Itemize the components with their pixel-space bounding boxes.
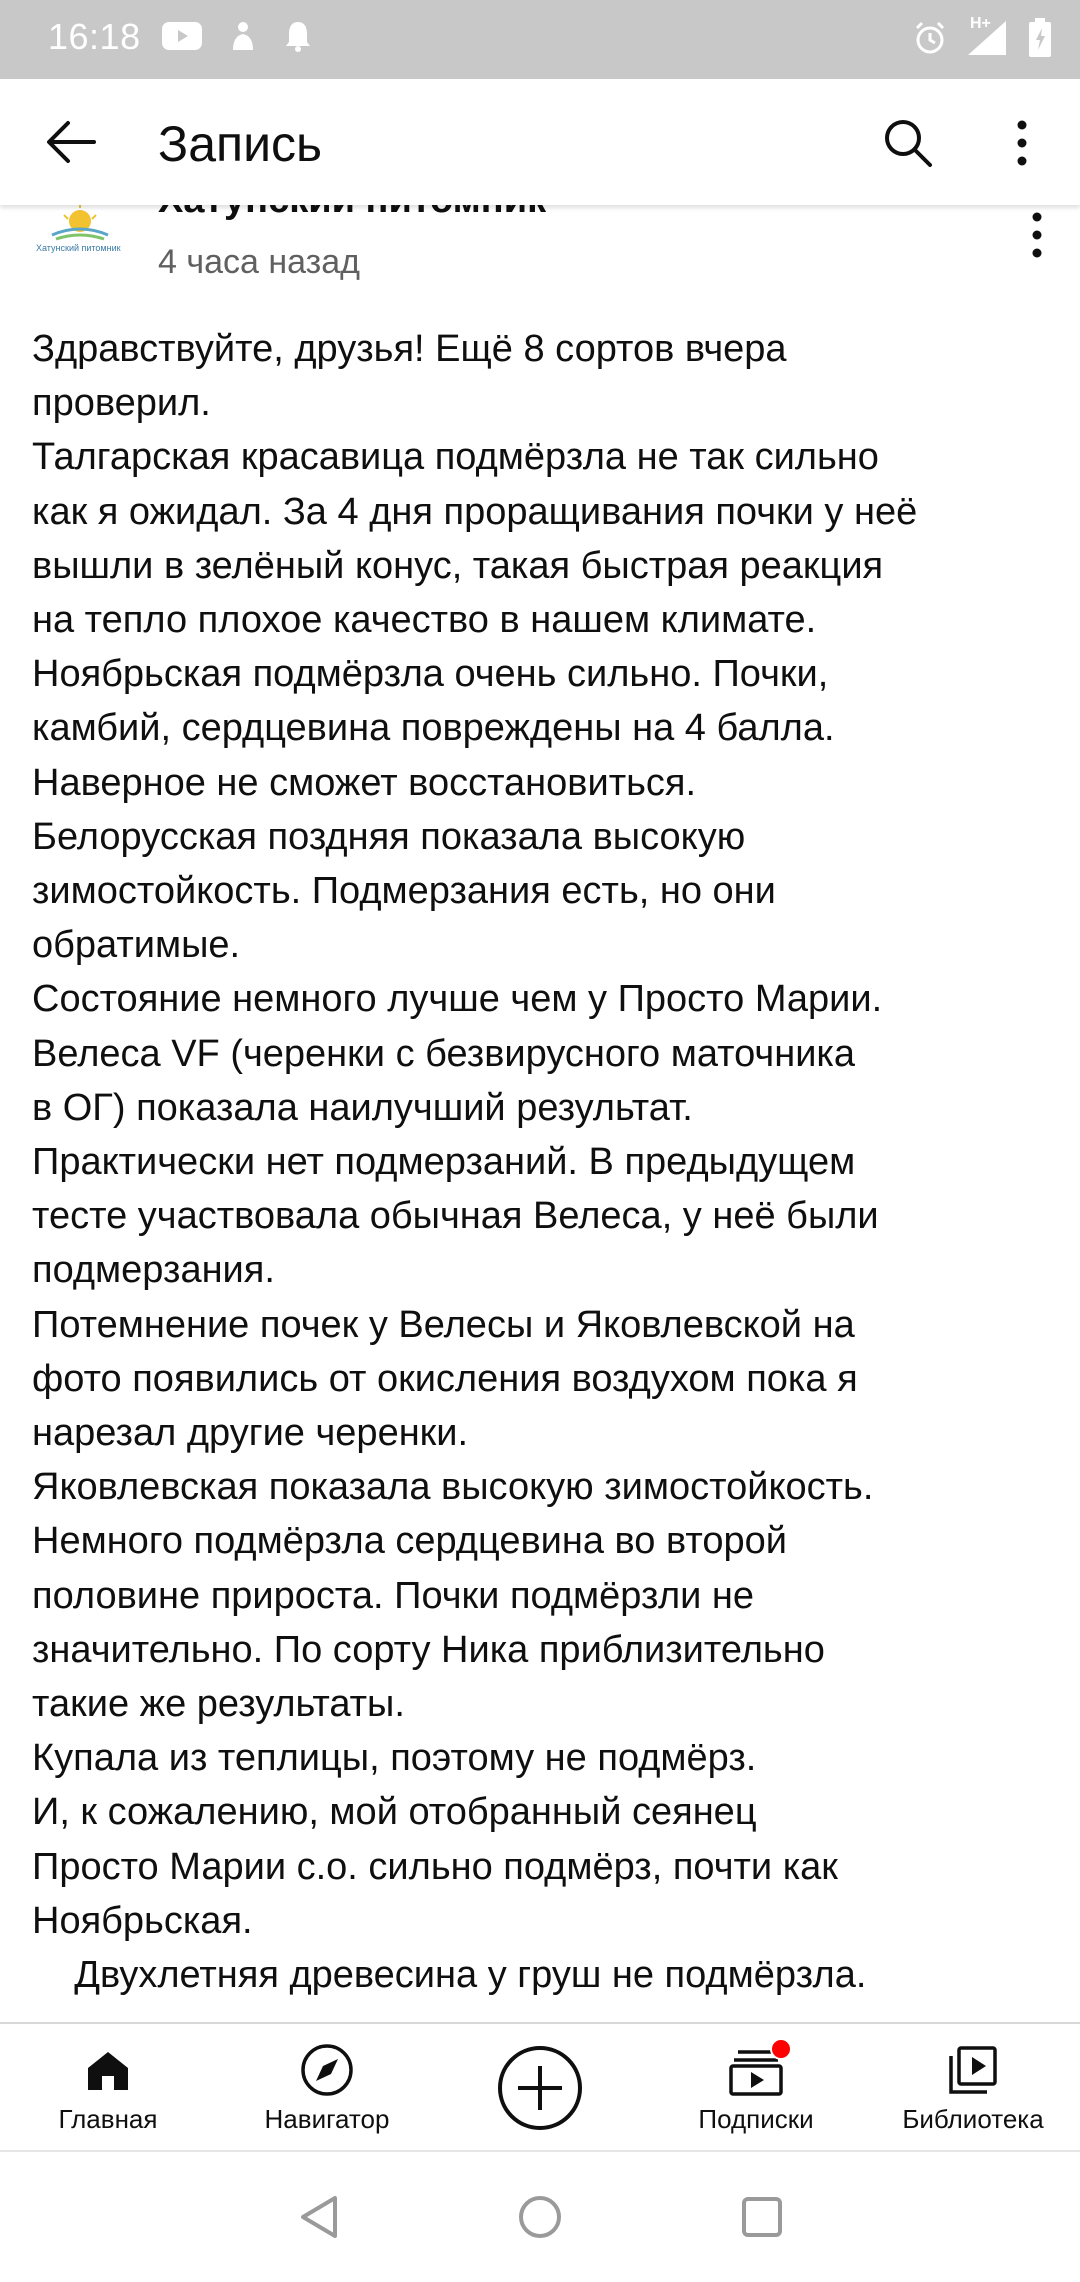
nav-home-icon <box>515 2192 565 2242</box>
post-text-line: фото появились от окисления воздухом пока я <box>32 1357 858 1400</box>
post-text-line: вышли в зелёный конус, такая быстрая реакция <box>32 544 884 587</box>
create-button[interactable] <box>488 2024 592 2152</box>
nav-label-home: Главная <box>58 2104 158 2134</box>
post-text-line: тесте участвовала обычная Велеса, у неё были <box>32 1195 879 1238</box>
more-vert-icon <box>1020 209 1054 265</box>
nav-back-icon <box>295 2192 345 2242</box>
post-text-line: Просто Марии с.о. сильно подмёрз, почти как <box>32 1845 838 1888</box>
notification-icon <box>228 20 258 57</box>
post-more-button[interactable] <box>1020 209 1054 265</box>
signal-icon <box>966 15 1010 62</box>
post-text-line: нарезал другие черенки. <box>32 1412 469 1455</box>
nav-label-explore: Навигатор <box>264 2104 390 2134</box>
post-text-line: камбий, сердцевина повреждены на 4 балла. <box>32 707 835 750</box>
post-text-line: Велеса VF (черенки с безвирусного маточника <box>32 1032 856 1075</box>
status-icons-right <box>912 15 1052 63</box>
channel-avatar[interactable] <box>34 205 126 275</box>
nav-item-library[interactable] <box>896 2024 1050 2152</box>
post-text-line: Белорусская поздняя показала высокую <box>32 815 746 858</box>
post-text-line: подмерзания. <box>32 1249 275 1292</box>
post-text-line: Ноябрьская. <box>32 1899 253 1942</box>
post-text-line: такие же результаты. <box>32 1683 405 1726</box>
arrow-back-icon <box>42 117 102 167</box>
avatar-caption: Хатунский питомник <box>36 243 121 253</box>
post-text-line: Яковлевская показала высокую зимостойкость. <box>32 1466 874 1509</box>
post-text-line: значительно. По сорту Ника приблизительно <box>32 1628 825 1671</box>
nav-item-home[interactable] <box>38 2024 178 2152</box>
add-circle-icon <box>496 2044 584 2132</box>
more-vert-icon <box>1000 115 1044 171</box>
post-timestamp: 4 часа назад <box>158 243 360 281</box>
post-text <box>32 322 1052 2022</box>
app-bar <box>0 79 1080 205</box>
post-text-line: Потемнение почек у Велесы и Яковлевской на <box>32 1303 855 1346</box>
post-text-line: в ОГ) показала наилучший результат. <box>32 1086 693 1129</box>
post-text-line: Купала из теплицы, поэтому не подмёрз. <box>32 1737 757 1780</box>
nav-item-subscriptions[interactable] <box>690 2024 822 2152</box>
alarm-icon <box>912 20 948 61</box>
bottom-navigation <box>0 2022 1080 2152</box>
more-options-button[interactable] <box>1000 115 1044 171</box>
post-text-line: Двухлетняя древесина у груш не подмёрзла. <box>32 1954 867 1997</box>
compass-icon <box>300 2043 354 2097</box>
post-text-line: половине прироста. Почки подмёрзли не <box>32 1574 755 1617</box>
status-bar <box>0 0 1080 79</box>
notification-badge <box>770 2038 792 2060</box>
post-text-line: Здравствуйте, друзья! Ещё 8 сортов вчера <box>32 328 787 370</box>
post-text-line: как я ожидал. За 4 дня проращивания почки у неё <box>32 490 918 533</box>
post-text-line: на тепло плохое качество в нашем климате. <box>32 599 817 642</box>
post-text-line: Ноябрьская подмёрзла очень сильно. Почки, <box>32 653 829 696</box>
post-text-line: Состояние немного лучше чем у Просто Марии. <box>32 978 883 1021</box>
nav-recents-icon <box>737 2192 787 2242</box>
youtube-icon <box>162 22 202 55</box>
bell-icon <box>284 20 312 57</box>
post-text-line: Практически нет подмерзаний. В предыдущем <box>32 1141 856 1184</box>
home-icon <box>84 2046 132 2094</box>
nav-label-subscriptions: Подписки <box>698 2104 814 2134</box>
status-time: 16:18 <box>48 16 141 57</box>
battery-icon <box>1028 18 1052 63</box>
nav-item-explore[interactable] <box>252 2024 402 2152</box>
network-type-label: H+ <box>970 15 991 32</box>
post-text-line: И, к сожалению, мой отобранный сеянец <box>32 1791 757 1834</box>
status-icons-left <box>162 20 312 57</box>
system-back-button[interactable] <box>285 2182 355 2252</box>
post-text-line: Немного подмёрзла сердцевина во второй <box>32 1520 787 1563</box>
post-text-line: проверил. <box>32 382 211 425</box>
page-title: Запись <box>158 116 323 172</box>
system-recents-button[interactable] <box>727 2182 797 2252</box>
system-home-button[interactable] <box>505 2182 575 2252</box>
post-text-line: Талгарская красавица подмёрзла не так сильно <box>32 436 879 479</box>
post-text-line: Наверное не сможет восстановиться. <box>32 761 697 804</box>
nav-label-library: Библиотека <box>902 2104 1044 2134</box>
post-text-line: обратимые. <box>32 924 241 967</box>
post-header <box>0 205 1080 305</box>
library-icon <box>947 2044 999 2096</box>
system-navigation-bar <box>0 2150 1080 2282</box>
back-button[interactable] <box>42 117 102 167</box>
post-text-line: зимостойкость. Подмерзания есть, но они <box>32 870 776 913</box>
search-icon <box>880 115 936 171</box>
search-button[interactable] <box>880 115 936 171</box>
